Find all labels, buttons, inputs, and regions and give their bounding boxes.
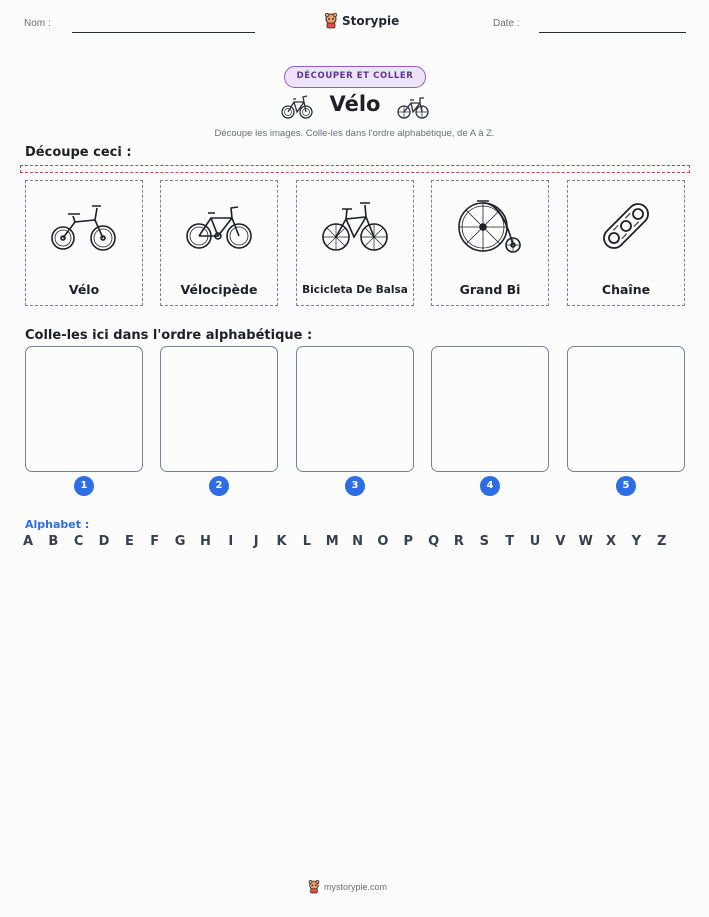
paste-box-2[interactable]: [160, 346, 278, 472]
alphabet-letter: O: [377, 534, 389, 549]
brand-logo: [324, 13, 399, 29]
alphabet-letter: M: [325, 534, 339, 549]
cut-card-label: Vélo: [68, 282, 100, 297]
name-label: Nom :: [24, 18, 51, 29]
alphabet-letter: B: [48, 534, 59, 549]
paste-box-4[interactable]: [431, 346, 549, 472]
cut-card-velocipede[interactable]: [160, 180, 278, 306]
paste-number-3: 3: [345, 476, 365, 496]
paste-number-1: 1: [74, 476, 94, 496]
chain-link-icon: [591, 193, 661, 259]
page-title: Vélo: [329, 92, 381, 116]
alphabet-letter: H: [199, 534, 211, 549]
date-write-line: [539, 32, 686, 33]
paste-number-5: 5: [616, 476, 636, 496]
alphabet-letter: L: [302, 534, 311, 549]
cut-line: [20, 165, 690, 173]
alphabet-letter: Q: [428, 534, 440, 549]
alphabet-letter: P: [403, 534, 414, 549]
paste-box-1[interactable]: [25, 346, 143, 472]
alphabet-letter: C: [73, 534, 84, 549]
alphabet-letter: V: [555, 534, 566, 549]
activity-badge: DÉCOUPER ET COLLER: [284, 66, 426, 88]
bicycle-icon: [396, 92, 430, 120]
cut-card-velo[interactable]: [25, 180, 143, 306]
paste-box-3[interactable]: [296, 346, 414, 472]
bicycle-icon: [280, 92, 314, 120]
alphabet-letter: J: [253, 534, 259, 549]
alphabet-letter: I: [228, 534, 234, 549]
alphabet-label: Alphabet :: [25, 518, 90, 531]
balance-bike-icon: [49, 196, 119, 256]
brand-name: Storypie: [342, 14, 400, 28]
paste-number-2: 2: [209, 476, 229, 496]
alphabet-letter: A: [22, 534, 34, 549]
cut-card-label: Vélocipède: [180, 282, 258, 297]
instructions: Découpe les images. Colle-les dans l'ordre alphabétique, de A à Z.: [214, 128, 495, 139]
alphabet-letter: N: [352, 534, 363, 549]
alphabet-letter: Z: [657, 534, 667, 549]
alphabet-letter: F: [150, 534, 160, 549]
penny-farthing-icon: [455, 193, 525, 259]
name-write-line: [72, 32, 255, 33]
paste-heading: Colle-les ici dans l'ordre alphabétique :: [25, 328, 313, 343]
mascot-icon: [324, 13, 338, 29]
alphabet-letter: X: [606, 534, 617, 549]
cut-heading: Découpe ceci :: [25, 145, 132, 160]
bicycle-icon: [184, 196, 254, 256]
footer: [308, 880, 387, 894]
alphabet-letter: W: [578, 534, 593, 549]
cut-card-bicicleta-de-balsa[interactable]: [296, 180, 414, 306]
date-label: Date :: [493, 18, 520, 29]
footer-url: mystorypie.com: [324, 882, 388, 892]
wooden-bike-icon: [320, 195, 390, 257]
paste-box-5[interactable]: [567, 346, 685, 472]
alphabet-letter: G: [174, 534, 186, 549]
cut-card-label: Grand Bi: [459, 282, 521, 297]
title-row: [280, 92, 430, 122]
alphabet-letter: R: [453, 534, 464, 549]
alphabet-letter: D: [98, 534, 110, 549]
alphabet-letter: S: [479, 534, 489, 549]
alphabet-letter: E: [124, 534, 134, 549]
alphabet-letter: T: [505, 534, 515, 549]
cut-card-chaine[interactable]: [567, 180, 685, 306]
alphabet-letter: Y: [631, 534, 642, 549]
alphabet-letter: K: [276, 534, 287, 549]
mascot-icon: [308, 880, 320, 894]
cut-card-label: Bicicleta De Balsa: [302, 284, 408, 296]
paste-number-4: 4: [480, 476, 500, 496]
alphabet-letter: U: [529, 534, 541, 549]
cut-card-grand-bi[interactable]: [431, 180, 549, 306]
cut-card-label: Chaîne: [601, 282, 651, 297]
